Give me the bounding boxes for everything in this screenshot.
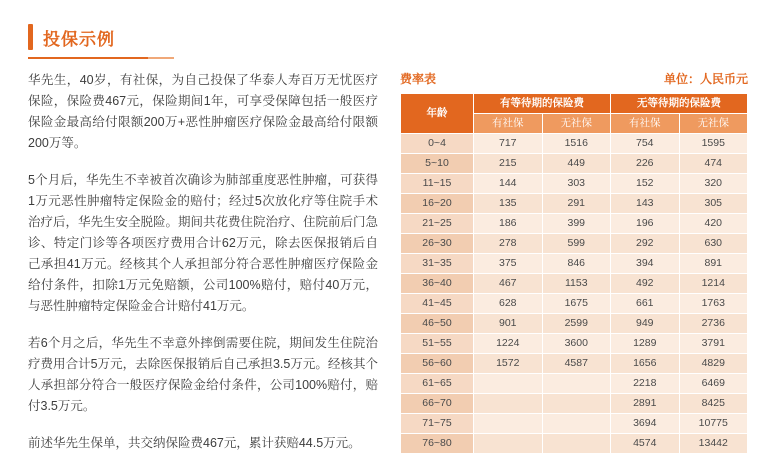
table-row — [401, 414, 748, 434]
subheader-with-social-2: 有社保 — [611, 114, 680, 134]
rate-table-body — [401, 134, 748, 454]
cell-value: 196 — [611, 214, 680, 234]
cell-value: 375 — [474, 254, 543, 274]
cell-age: 0~4 — [401, 134, 474, 154]
cell-value: 661 — [611, 294, 680, 314]
cell-value: 1675 — [542, 294, 611, 314]
cell-value: 901 — [474, 314, 543, 334]
table-row — [401, 234, 748, 254]
cell-value: 4587 — [542, 354, 611, 374]
title-accent-bar — [28, 24, 33, 50]
cell-value: 13442 — [679, 434, 748, 454]
table-row — [401, 214, 748, 234]
cell-age: 21~25 — [401, 214, 474, 234]
cell-value: 1656 — [611, 354, 680, 374]
table-row — [401, 194, 748, 214]
cell-value: 3600 — [542, 334, 611, 354]
cell-value-empty — [542, 374, 611, 394]
table-row — [401, 154, 748, 174]
cell-value: 1763 — [679, 294, 748, 314]
cell-value: 1595 — [679, 134, 748, 154]
table-row — [401, 314, 748, 334]
cell-age: 76~80 — [401, 434, 474, 454]
table-row — [401, 254, 748, 274]
cell-value: 846 — [542, 254, 611, 274]
cell-value-empty — [474, 434, 543, 454]
example-text-column — [28, 70, 378, 470]
cell-value: 144 — [474, 174, 543, 194]
cell-value: 143 — [611, 194, 680, 214]
cell-value: 474 — [679, 154, 748, 174]
cell-age: 46~50 — [401, 314, 474, 334]
cell-value: 291 — [542, 194, 611, 214]
table-row — [401, 354, 748, 374]
cell-age: 31~35 — [401, 254, 474, 274]
cell-value: 891 — [679, 254, 748, 274]
cell-value: 3694 — [611, 414, 680, 434]
cell-value: 1224 — [474, 334, 543, 354]
rate-table-head — [401, 94, 748, 134]
paragraph: 前述华先生保单，共交纳保险费467元，累计获赔44.5万元。 — [28, 436, 361, 450]
table-row — [401, 134, 748, 154]
cell-value: 305 — [679, 194, 748, 214]
rate-table-column — [400, 70, 748, 454]
paragraph: 华先生，40岁，有社保，为自己投保了华泰人寿百万无忧医疗保险，保险费467元，保险期间1年，可享受保障包括一般医疗保险金最高给付限额200万+恶性肿瘤医疗保险金最高给付限额200万等。 — [28, 73, 378, 150]
header-group-without-waiting: 无等待期的保险费 — [611, 94, 748, 114]
page-title-text: 投保示例 — [43, 29, 115, 49]
cell-value: 278 — [474, 234, 543, 254]
cell-value-empty — [474, 414, 543, 434]
cell-value: 215 — [474, 154, 543, 174]
cell-age: 56~60 — [401, 354, 474, 374]
cell-age: 71~75 — [401, 414, 474, 434]
cell-value: 2599 — [542, 314, 611, 334]
cell-age: 36~40 — [401, 274, 474, 294]
cell-value: 292 — [611, 234, 680, 254]
subheader-with-social-1: 有社保 — [474, 114, 543, 134]
cell-value: 492 — [611, 274, 680, 294]
cell-value: 303 — [542, 174, 611, 194]
cell-value: 1153 — [542, 274, 611, 294]
rate-table — [400, 93, 748, 454]
table-row — [401, 394, 748, 414]
cell-value: 1214 — [679, 274, 748, 294]
table-row — [401, 174, 748, 194]
rate-table-unit: 单位：人民币元 — [663, 72, 748, 86]
cell-value: 2736 — [679, 314, 748, 334]
cell-value: 6469 — [679, 374, 748, 394]
header-age: 年龄 — [401, 94, 474, 134]
cell-value: 394 — [611, 254, 680, 274]
subheader-without-social-2: 无社保 — [679, 114, 748, 134]
header-group-with-waiting: 有等待期的保险费 — [474, 94, 611, 114]
paragraph: 5个月后，华先生不幸被首次确诊为肺部重度恶性肿瘤，可获得1万元恶性肿瘤特定保险金的赔付；经过5次放化疗等住院手术治疗后，华先生安全脱险。期间共花费住院治疗、住院前后门急诊、特定门诊等各项医疗费用合计62万元，除去医保报销后自己承担41万元。经核其个人承担部分符合恶性肿瘤医疗保险金给付条件，扣除1万元免赔额，公司100%赔付，赔付40万元，与恶性肿瘤特定保险金合计赔付41万元。 — [28, 173, 379, 313]
cell-value: 949 — [611, 314, 680, 334]
page-title — [28, 24, 115, 50]
cell-value: 420 — [679, 214, 748, 234]
cell-value: 4574 — [611, 434, 680, 454]
cell-value: 226 — [611, 154, 680, 174]
table-row — [401, 434, 748, 454]
rate-table-caption-row — [400, 70, 748, 87]
cell-value-empty — [542, 394, 611, 414]
rate-table-caption: 费率表 — [400, 72, 437, 86]
cell-value: 320 — [679, 174, 748, 194]
cell-age: 41~45 — [401, 294, 474, 314]
cell-value-empty — [474, 394, 543, 414]
cell-age: 51~55 — [401, 334, 474, 354]
cell-age: 61~65 — [401, 374, 474, 394]
table-header-row — [401, 94, 748, 114]
cell-value: 630 — [679, 234, 748, 254]
cell-value: 399 — [542, 214, 611, 234]
cell-value: 2891 — [611, 394, 680, 414]
cell-value: 449 — [542, 154, 611, 174]
cell-age: 16~20 — [401, 194, 474, 214]
table-row — [401, 374, 748, 394]
cell-value-empty — [542, 414, 611, 434]
cell-value: 8425 — [679, 394, 748, 414]
cell-value: 1289 — [611, 334, 680, 354]
title-underline — [28, 57, 148, 59]
cell-value: 186 — [474, 214, 543, 234]
paragraph: 若6个月之后，华先生不幸意外摔倒需要住院，期间发生住院治疗费用合计5万元，去除医保报销后自己承担3.5万元。经核其个人承担部分符合一般医疗保险金给付条件，公司100%赔付，赔付3.5万元。 — [28, 336, 379, 413]
cell-value: 2218 — [611, 374, 680, 394]
cell-value: 467 — [474, 274, 543, 294]
cell-value: 3791 — [679, 334, 748, 354]
cell-value-empty — [542, 434, 611, 454]
cell-value: 1516 — [542, 134, 611, 154]
table-row — [401, 294, 748, 314]
cell-age: 5~10 — [401, 154, 474, 174]
cell-value: 152 — [611, 174, 680, 194]
cell-age: 11~15 — [401, 174, 474, 194]
cell-age: 66~70 — [401, 394, 474, 414]
subheader-without-social-1: 无社保 — [542, 114, 611, 134]
cell-value: 628 — [474, 294, 543, 314]
cell-age: 26~30 — [401, 234, 474, 254]
cell-value: 754 — [611, 134, 680, 154]
cell-value: 4829 — [679, 354, 748, 374]
cell-value: 717 — [474, 134, 543, 154]
cell-value-empty — [474, 374, 543, 394]
table-row — [401, 274, 748, 294]
table-row — [401, 334, 748, 354]
cell-value: 599 — [542, 234, 611, 254]
cell-value: 135 — [474, 194, 543, 214]
cell-value: 1572 — [474, 354, 543, 374]
cell-value: 10775 — [679, 414, 748, 434]
